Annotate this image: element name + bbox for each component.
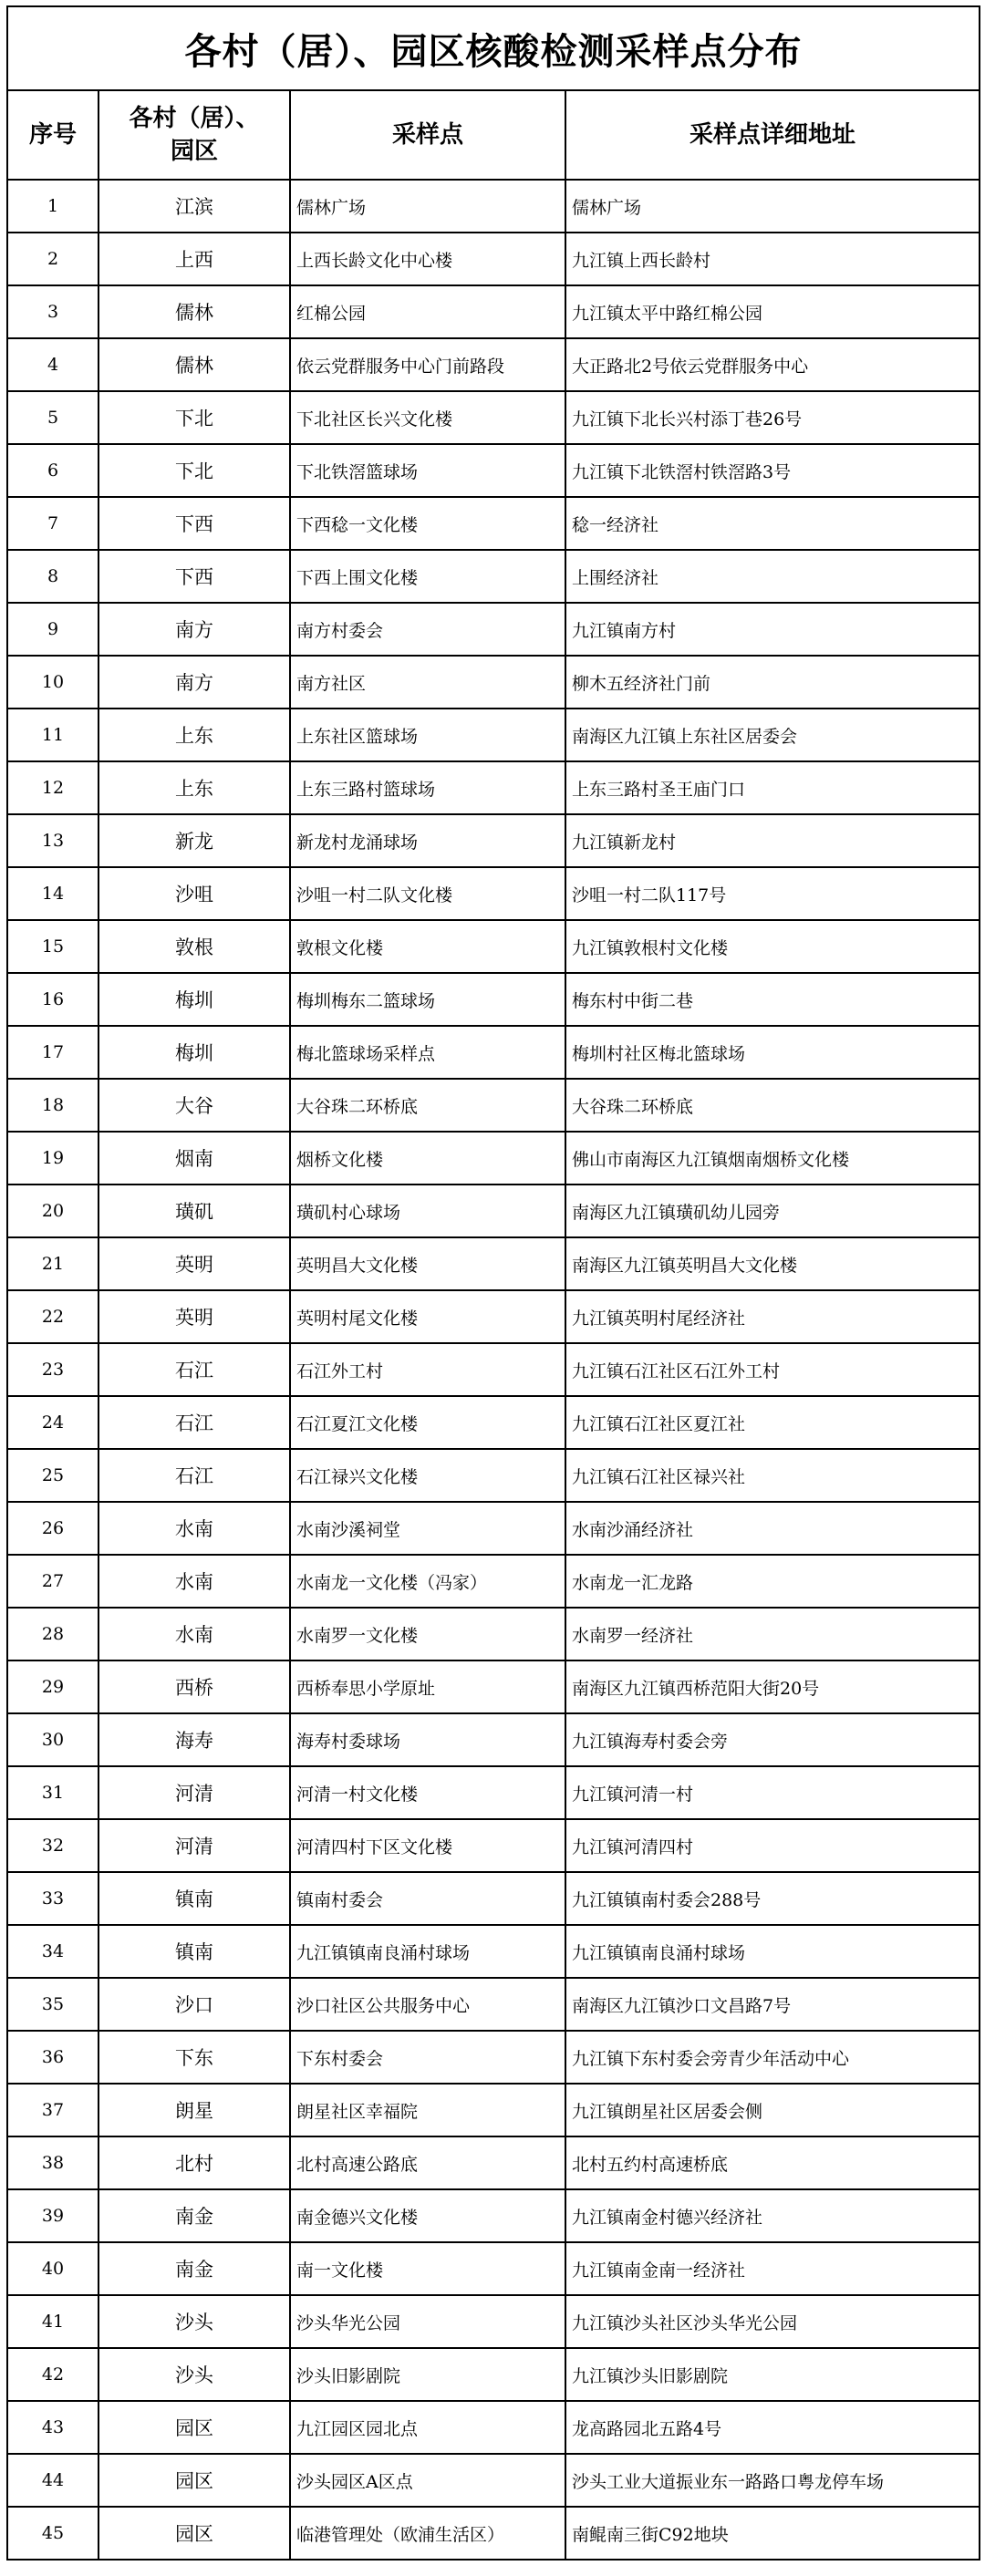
site-cell: 上西长龄文化中心楼 <box>290 233 565 285</box>
address-cell: 南海区九江镇西桥范阳大街20号 <box>565 1660 980 1713</box>
address-cell: 九江镇下东村委会旁青少年活动中心 <box>565 2031 980 2084</box>
table-row <box>7 2401 980 2454</box>
site-cell: 依云党群服务中心门前路段 <box>290 338 565 391</box>
sampling-sites-table <box>6 5 980 2560</box>
table-row <box>7 761 980 814</box>
row-number: 33 <box>7 1872 98 1925</box>
site-cell: 敦根文化楼 <box>290 920 565 973</box>
village-cell: 下北 <box>98 391 290 444</box>
site-cell: 烟桥文化楼 <box>290 1132 565 1185</box>
table-row <box>7 1660 980 1713</box>
row-number: 10 <box>7 656 98 709</box>
village-cell: 河清 <box>98 1766 290 1819</box>
table-row <box>7 1608 980 1660</box>
village-cell: 南方 <box>98 603 290 656</box>
table-row <box>7 1449 980 1502</box>
site-cell: 上东三路村篮球场 <box>290 761 565 814</box>
site-cell: 石江禄兴文化楼 <box>290 1449 565 1502</box>
row-number: 25 <box>7 1449 98 1502</box>
address-cell: 南海区九江镇英明昌大文化楼 <box>565 1237 980 1290</box>
site-cell: 英明村尾文化楼 <box>290 1290 565 1343</box>
row-number: 37 <box>7 2084 98 2136</box>
village-cell: 南方 <box>98 656 290 709</box>
table-row <box>7 2031 980 2084</box>
site-cell: 西桥奉思小学原址 <box>290 1660 565 1713</box>
site-cell: 英明昌大文化楼 <box>290 1237 565 1290</box>
row-number: 43 <box>7 2401 98 2454</box>
row-number: 1 <box>7 180 98 233</box>
village-cell: 上东 <box>98 709 290 761</box>
address-cell: 龙高路园北五路4号 <box>565 2401 980 2454</box>
village-cell: 石江 <box>98 1343 290 1396</box>
table-row <box>7 1555 980 1608</box>
site-cell: 儒林广场 <box>290 180 565 233</box>
address-cell: 九江镇石江社区禄兴社 <box>565 1449 980 1502</box>
village-cell: 沙头 <box>98 2295 290 2348</box>
table-row <box>7 338 980 391</box>
row-number: 28 <box>7 1608 98 1660</box>
header-site: 采样点 <box>290 90 565 180</box>
address-cell: 九江镇南金村德兴经济社 <box>565 2189 980 2242</box>
address-cell: 九江镇河清一村 <box>565 1766 980 1819</box>
row-number: 2 <box>7 233 98 285</box>
address-cell: 水南龙一汇龙路 <box>565 1555 980 1608</box>
table-row <box>7 2348 980 2401</box>
row-number: 23 <box>7 1343 98 1396</box>
row-number: 24 <box>7 1396 98 1449</box>
address-cell: 梅圳村社区梅北篮球场 <box>565 1026 980 1079</box>
village-cell: 西桥 <box>98 1660 290 1713</box>
address-cell: 九江镇河清四村 <box>565 1819 980 1872</box>
site-cell: 沙口社区公共服务中心 <box>290 1978 565 2031</box>
row-number: 30 <box>7 1713 98 1766</box>
table-row <box>7 709 980 761</box>
village-cell: 河清 <box>98 1819 290 1872</box>
header-address: 采样点详细地址 <box>565 90 980 180</box>
table-row <box>7 1290 980 1343</box>
site-cell: 沙头园区A区点 <box>290 2454 565 2507</box>
address-cell: 柳木五经济社门前 <box>565 656 980 709</box>
address-cell: 九江镇沙头社区沙头华光公园 <box>565 2295 980 2348</box>
village-cell: 沙头 <box>98 2348 290 2401</box>
site-cell: 海寿村委球场 <box>290 1713 565 1766</box>
row-number: 42 <box>7 2348 98 2401</box>
row-number: 39 <box>7 2189 98 2242</box>
village-cell: 敦根 <box>98 920 290 973</box>
village-cell: 园区 <box>98 2454 290 2507</box>
address-cell: 儒林广场 <box>565 180 980 233</box>
row-number: 18 <box>7 1079 98 1132</box>
village-cell: 南金 <box>98 2189 290 2242</box>
row-number: 13 <box>7 814 98 867</box>
address-cell: 上东三路村圣王庙门口 <box>565 761 980 814</box>
table-row <box>7 2084 980 2136</box>
table-row <box>7 2136 980 2189</box>
table-row <box>7 285 980 338</box>
site-cell: 沙头华光公园 <box>290 2295 565 2348</box>
table-row <box>7 603 980 656</box>
table-row <box>7 444 980 497</box>
site-cell: 梅北篮球场采样点 <box>290 1026 565 1079</box>
table-row <box>7 1713 980 1766</box>
address-cell: 南鲲南三街C92地块 <box>565 2507 980 2560</box>
site-cell: 下北社区长兴文化楼 <box>290 391 565 444</box>
village-cell: 下西 <box>98 497 290 550</box>
site-cell: 南方社区 <box>290 656 565 709</box>
row-number: 26 <box>7 1502 98 1555</box>
address-cell: 九江镇镇南良涌村球场 <box>565 1925 980 1978</box>
row-number: 11 <box>7 709 98 761</box>
table-row <box>7 391 980 444</box>
table-body <box>7 180 980 2560</box>
row-number: 29 <box>7 1660 98 1713</box>
row-number: 6 <box>7 444 98 497</box>
address-cell: 九江镇南金南一经济社 <box>565 2242 980 2295</box>
table-row <box>7 1237 980 1290</box>
address-cell: 九江镇下北铁滘村铁滘路3号 <box>565 444 980 497</box>
address-cell: 九江镇英明村尾经济社 <box>565 1290 980 1343</box>
site-cell: 水南龙一文化楼（冯家） <box>290 1555 565 1608</box>
table-row <box>7 550 980 603</box>
site-cell: 南金德兴文化楼 <box>290 2189 565 2242</box>
row-number: 15 <box>7 920 98 973</box>
address-cell: 南海区九江镇沙口文昌路7号 <box>565 1978 980 2031</box>
table-row <box>7 814 980 867</box>
table-row <box>7 1872 980 1925</box>
village-cell: 英明 <box>98 1237 290 1290</box>
site-cell: 上东社区篮球场 <box>290 709 565 761</box>
table-row <box>7 1925 980 1978</box>
table-row <box>7 920 980 973</box>
page-title: 各村（居）、园区核酸检测采样点分布 <box>7 6 980 90</box>
village-cell: 上东 <box>98 761 290 814</box>
table-row <box>7 1343 980 1396</box>
site-cell: 水南罗一文化楼 <box>290 1608 565 1660</box>
row-number: 12 <box>7 761 98 814</box>
address-cell: 九江镇镇南村委会288号 <box>565 1872 980 1925</box>
village-cell: 朗星 <box>98 2084 290 2136</box>
village-cell: 梅圳 <box>98 973 290 1026</box>
table-row <box>7 233 980 285</box>
address-cell: 九江镇下北长兴村添丁巷26号 <box>565 391 980 444</box>
village-cell: 沙咀 <box>98 867 290 920</box>
table-row <box>7 2454 980 2507</box>
address-cell: 九江镇敦根村文化楼 <box>565 920 980 973</box>
address-cell: 水南罗一经济社 <box>565 1608 980 1660</box>
village-cell: 儒林 <box>98 285 290 338</box>
row-number: 36 <box>7 2031 98 2084</box>
site-cell: 沙咀一村二队文化楼 <box>290 867 565 920</box>
site-cell: 梅圳梅东二篮球场 <box>290 973 565 1026</box>
row-number: 34 <box>7 1925 98 1978</box>
address-cell: 梅东村中街二巷 <box>565 973 980 1026</box>
table-row <box>7 1766 980 1819</box>
village-cell: 园区 <box>98 2401 290 2454</box>
row-number: 38 <box>7 2136 98 2189</box>
village-cell: 海寿 <box>98 1713 290 1766</box>
table-row <box>7 497 980 550</box>
village-cell: 水南 <box>98 1555 290 1608</box>
village-cell: 大谷 <box>98 1079 290 1132</box>
table-row <box>7 1978 980 2031</box>
table-row <box>7 1132 980 1185</box>
site-cell: 下北铁滘篮球场 <box>290 444 565 497</box>
village-cell: 沙口 <box>98 1978 290 2031</box>
table-row <box>7 1502 980 1555</box>
address-cell: 九江镇上西长龄村 <box>565 233 980 285</box>
row-number: 45 <box>7 2507 98 2560</box>
site-cell: 九江园区园北点 <box>290 2401 565 2454</box>
row-number: 40 <box>7 2242 98 2295</box>
address-cell: 九江镇新龙村 <box>565 814 980 867</box>
village-cell: 烟南 <box>98 1132 290 1185</box>
address-cell: 九江镇海寿村委会旁 <box>565 1713 980 1766</box>
village-cell: 水南 <box>98 1502 290 1555</box>
table-row <box>7 656 980 709</box>
site-cell: 下西稔一文化楼 <box>290 497 565 550</box>
table-row <box>7 2189 980 2242</box>
address-cell: 水南沙涌经济社 <box>565 1502 980 1555</box>
site-cell: 水南沙溪祠堂 <box>290 1502 565 1555</box>
table-row <box>7 1185 980 1237</box>
row-number: 41 <box>7 2295 98 2348</box>
header-village-line2: 园区 <box>170 138 218 165</box>
row-number: 5 <box>7 391 98 444</box>
village-cell: 江滨 <box>98 180 290 233</box>
site-cell: 九江镇镇南良涌村球场 <box>290 1925 565 1978</box>
village-cell: 下北 <box>98 444 290 497</box>
table-row <box>7 2507 980 2560</box>
site-cell: 石江外工村 <box>290 1343 565 1396</box>
row-number: 4 <box>7 338 98 391</box>
row-number: 27 <box>7 1555 98 1608</box>
village-cell: 下西 <box>98 550 290 603</box>
row-number: 7 <box>7 497 98 550</box>
row-number: 44 <box>7 2454 98 2507</box>
village-cell: 英明 <box>98 1290 290 1343</box>
village-cell: 上西 <box>98 233 290 285</box>
address-cell: 稔一经济社 <box>565 497 980 550</box>
address-cell: 大谷珠二环桥底 <box>565 1079 980 1132</box>
site-cell: 河清一村文化楼 <box>290 1766 565 1819</box>
site-cell: 新龙村龙涌球场 <box>290 814 565 867</box>
row-number: 22 <box>7 1290 98 1343</box>
row-number: 8 <box>7 550 98 603</box>
village-cell: 石江 <box>98 1449 290 1502</box>
row-number: 17 <box>7 1026 98 1079</box>
table-row <box>7 1396 980 1449</box>
site-cell: 北村高速公路底 <box>290 2136 565 2189</box>
address-cell: 九江镇南方村 <box>565 603 980 656</box>
row-number: 16 <box>7 973 98 1026</box>
row-number: 35 <box>7 1978 98 2031</box>
village-cell: 园区 <box>98 2507 290 2560</box>
address-cell: 上围经济社 <box>565 550 980 603</box>
village-cell: 下东 <box>98 2031 290 2084</box>
address-cell: 九江镇沙头旧影剧院 <box>565 2348 980 2401</box>
header-row <box>7 90 980 180</box>
site-cell: 璜矶村心球场 <box>290 1185 565 1237</box>
header-no: 序号 <box>7 90 98 180</box>
address-cell: 佛山市南海区九江镇烟南烟桥文化楼 <box>565 1132 980 1185</box>
village-cell: 南金 <box>98 2242 290 2295</box>
village-cell: 新龙 <box>98 814 290 867</box>
village-cell: 梅圳 <box>98 1026 290 1079</box>
row-number: 31 <box>7 1766 98 1819</box>
document <box>6 5 979 2568</box>
row-number: 19 <box>7 1132 98 1185</box>
title-row <box>7 6 980 90</box>
address-cell: 九江镇太平中路红棉公园 <box>565 285 980 338</box>
site-cell: 南方村委会 <box>290 603 565 656</box>
address-cell: 南海区九江镇上东社区居委会 <box>565 709 980 761</box>
address-cell: 沙头工业大道振业东一路路口粤龙停车场 <box>565 2454 980 2507</box>
site-cell: 下西上围文化楼 <box>290 550 565 603</box>
header-village <box>98 90 290 180</box>
village-cell: 璜矶 <box>98 1185 290 1237</box>
site-cell: 河清四村下区文化楼 <box>290 1819 565 1872</box>
site-cell: 石江夏江文化楼 <box>290 1396 565 1449</box>
row-number: 14 <box>7 867 98 920</box>
address-cell: 北村五约村高速桥底 <box>565 2136 980 2189</box>
village-cell: 北村 <box>98 2136 290 2189</box>
table-row <box>7 1819 980 1872</box>
village-cell: 镇南 <box>98 1925 290 1978</box>
site-cell: 朗星社区幸福院 <box>290 2084 565 2136</box>
site-cell: 临港管理处（欧浦生活区） <box>290 2507 565 2560</box>
address-cell: 九江镇朗星社区居委会侧 <box>565 2084 980 2136</box>
village-cell: 水南 <box>98 1608 290 1660</box>
table-row <box>7 180 980 233</box>
address-cell: 九江镇石江社区夏江社 <box>565 1396 980 1449</box>
table-row <box>7 867 980 920</box>
table-row <box>7 2242 980 2295</box>
table-row <box>7 973 980 1026</box>
site-cell: 南一文化楼 <box>290 2242 565 2295</box>
address-cell: 南海区九江镇璜矶幼儿园旁 <box>565 1185 980 1237</box>
header-village-line1: 各村（居）、 <box>129 105 260 132</box>
row-number: 9 <box>7 603 98 656</box>
row-number: 32 <box>7 1819 98 1872</box>
row-number: 3 <box>7 285 98 338</box>
site-cell: 镇南村委会 <box>290 1872 565 1925</box>
address-cell: 九江镇石江社区石江外工村 <box>565 1343 980 1396</box>
address-cell: 大正路北2号依云党群服务中心 <box>565 338 980 391</box>
row-number: 20 <box>7 1185 98 1237</box>
village-cell: 石江 <box>98 1396 290 1449</box>
site-cell: 下东村委会 <box>290 2031 565 2084</box>
village-cell: 儒林 <box>98 338 290 391</box>
table-row <box>7 2295 980 2348</box>
site-cell: 红棉公园 <box>290 285 565 338</box>
site-cell: 沙头旧影剧院 <box>290 2348 565 2401</box>
table-row <box>7 1079 980 1132</box>
site-cell: 大谷珠二环桥底 <box>290 1079 565 1132</box>
row-number: 21 <box>7 1237 98 1290</box>
village-cell: 镇南 <box>98 1872 290 1925</box>
address-cell: 沙咀一村二队117号 <box>565 867 980 920</box>
table-row <box>7 1026 980 1079</box>
